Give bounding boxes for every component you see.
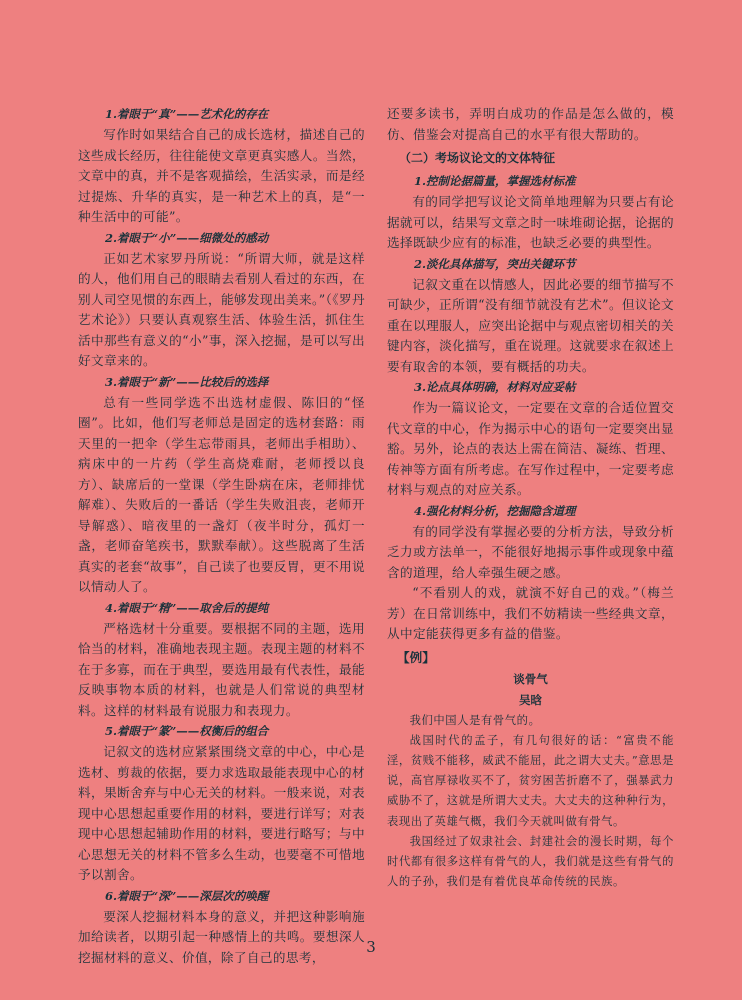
right-quote-paragraph-16: 我国经过了奴隶社会、封建社会的漫长时期，每个时代都有很多这样有骨气的人，我们就是这些有骨气的人的子孙，我们是有着优良革命传统的民族。 [387,834,674,889]
right-paragraph-9: 有的同学没有掌握必要的分析方法，导致分析乏力或方法单一，不能很好地揭示事件或现象中蕴含的道理，给人牵强生硬之感。 [387,523,674,580]
left-paragraph-3: 正如艺术家罗丹所说：“所谓大师，就是这样的人，他们用自己的眼睛去看别人看过的东西，在别人司空见惯的东西上，能够发现出美来。”（《罗丹艺术论》）只要认真观察生活、体验生活，抓住生活中那些有意义的“小”事，深入挖掘，是可以写出好文章来的。 [78,250,365,368]
right-example-label-11: 【例】 [397,649,435,665]
left-subheading-2: 2.着眼于“小”——细微处的感动 [105,230,269,245]
left-paragraph-11: 要深人挖掘材料本身的意义，并把这种影响施加给读者，以期引起一种感情上的共鸣。要想深人挖掘材料的意义、价值，除了自己的思考， [78,908,365,965]
right-column [387,104,674,892]
right-paragraph-10: “不看别人的戏，就演不好自己的戏。”（梅兰芳）在日常训练中，我们不妨精读一些经典文章，从中定能获得更多有益的借鉴。 [387,585,674,641]
left-subheading-8: 5.着眼于“篆”——权衡后的组合 [105,724,269,738]
right-subheading-8: 4.强化材料分析，挖掘隐含道理 [414,503,576,518]
right-section-heading-1: （二）考场议论文的文体特征 [399,151,556,165]
right-subheading-2: 1.控制论据篇量，掌握选材标准 [414,174,576,188]
right-quote-paragraph-14: 我们中国人是有骨气的。 [409,713,541,727]
left-subheading-0: 1.着眼于“真”——艺术化的存在 [105,107,269,121]
page-number: 3 [366,938,376,956]
left-subheading-6: 4.着眼于“精”——取舍后的提纯 [105,600,269,615]
left-paragraph-7: 严格选材十分重要。要根据不同的主题，选用恰当的材料，准确地表现主题。表现主题的材料不在于多寡，而在于典型，要选用最有代表性，最能反映事物本质的材料，也就是人们常说的典型材料。这样的材料最有说服力和表现力。 [78,620,365,718]
left-subheading-10: 6.着眼于“深”——深层次的唤醒 [105,888,269,903]
right-paragraph-0: 还要多读书，弄明白成功的作品是怎么做的，模仿、借鉴会对提高自己的水平有很大帮助的。 [387,106,674,142]
right-paragraph-3: 有的同学把写议论文简单地理解为只要占有论据就可以，结果写文章之时一味堆砌论据，论据的选择既缺少应有的标准，也缺乏必要的典型性。 [387,194,674,250]
right-center-title-12: 谈骨气 [513,671,548,686]
right-subheading-6: 3.论点具体明确，材料对应妥帖 [414,380,576,394]
right-quote-paragraph-15: 战国时代的孟子，有几句很好的话：“富贵不能淫，贫贱不能移，威武不能屈，此之谓大丈夫。”意思是说，高官厚禄收买不了，贫穷困苦折磨不了，强暴武力威胁不了，这就是所谓大丈夫。大丈夫的这种种行为，表现出了英雄气概，我们今天就叫做有骨气。 [387,733,674,828]
left-paragraph-5: 总有一些同学选不出选材虚假、陈旧的“怪圈”。比如，他们写老师总是固定的选材套路：雨天里的一把伞（学生忘带雨具，老师出手相助）、病床中的一片药（学生高烧难耐，老师授以良方）、缺席后的一堂课（学生卧病在床，老师排忧解难）、失败后的一番话（学生失败沮丧，老师开导解惑）、暗夜里的一盏灯（夜半时分，孤灯一盏，老师奋笔疾书，默默奉献）。这些脱离了生活真实的老套“故事”，自己读了也要反胃，更不用说以情动人了。 [78,394,365,594]
left-paragraph-9: 记叙文的选材应紧紧围绕文章的中心，中心是选材、剪裁的依据，要力求选取最能表现中心的材料，果断舍弃与中心无关的材料。一般来说，对表现中心思想起重要作用的材料，要进行详写；对表现中心思想起辅助作用的材料，要进行略写；与中心思想无关的材料不管多么生动，也要毫不可惜地予以割舍。 [78,744,365,882]
right-paragraph-7: 作为一篇议论文，一定要在文章的合适位置交代文章的中心，作为揭示中心的语句一定要突出显豁。另外，论点的表达上需在简洁、凝练、哲理、传神等方面有所考虑。在写作过程中，一定要考虑材料与观点的对应关系。 [387,400,674,497]
right-paragraph-5: 记叙文重在以情感人，因此必要的细节描写不可缺少，正所谓“没有细节就没有艺术”。但议论文重在以理服人，应突出论据中与观点密切相关的关键内容，淡化描写，重在说理。这就要求在叙述上要有取舍的本领，要有概括的功夫。 [387,276,674,374]
left-subheading-4: 3.着眼于“新”——比较后的选择 [105,374,269,389]
right-center-title-13: 吴晗 [519,692,542,707]
left-paragraph-1: 写作时如果结合自己的成长选材，描述自己的这些成长经历，往往能使文章更真实感人。当然，文章中的真，并不是客观描绘，生活实录，而是经过提炼、升华的真实，是一种艺术上的真，是“一种生活中的可能”。 [78,127,365,224]
right-subheading-4: 2.淡化具体描写，突出关键环节 [414,256,576,271]
left-column [78,104,365,968]
